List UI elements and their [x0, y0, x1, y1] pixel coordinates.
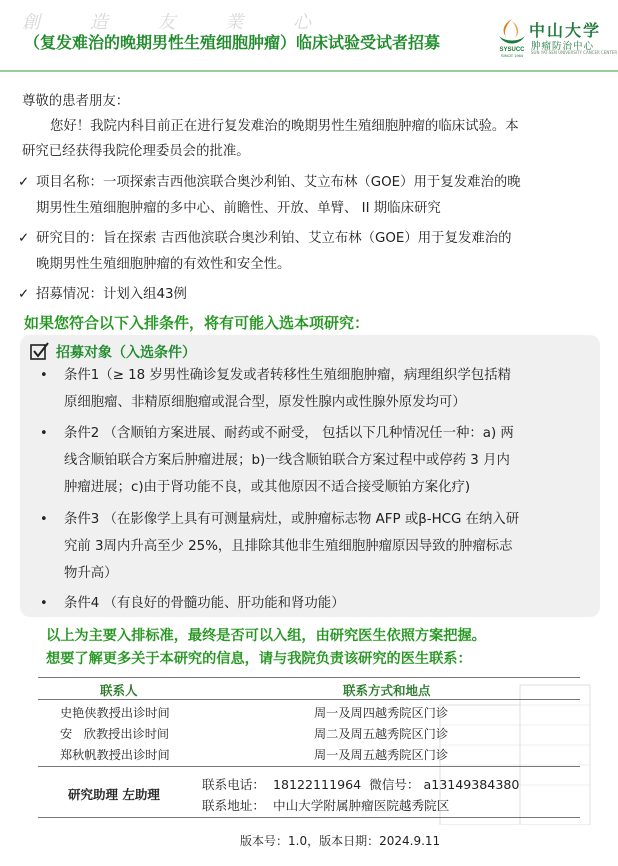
condition-3-line-3: 物升高） [64, 566, 118, 581]
project-name-line-2: 期男性生殖细胞肿瘤的多中心、前瞻性、开放、单臂、 II 期临床研究 [36, 201, 441, 216]
recruit-text: 招募情况：计划入组43例 [36, 287, 187, 302]
contact-method-header: 联系方式和地点 [343, 683, 431, 698]
panel-title [30, 342, 196, 362]
contact-address: 联系地址： 中山大学附属肿瘤医院越秀院区 [202, 798, 450, 813]
sysucc-logo-icon [493, 16, 531, 58]
bullet-icon: • [40, 426, 48, 441]
condition-1-line-2: 原细胞瘤、非精原细胞瘤或混合型，原发性腺内或性腺外原发均可） [64, 395, 466, 410]
condition-2-line-3: 肿瘤进展；c)由于肾功能不良，或其他原因不适合接受顺铂方案化疗) [64, 480, 471, 495]
condition-2-line-1: 条件2 （含顺铂方案进展、耐药或不耐受， 包括以下几种情况任一种：a) 两 [64, 426, 514, 441]
logo-mark-text: SYSUCC [499, 47, 525, 53]
purpose-text: 研究目的：旨在探索 吉西他滨联合奥沙利铂、艾立布林（GOE）用于复发难治的 [36, 231, 512, 246]
background-calligraphy: 創 造 友 業 心 [22, 12, 333, 33]
contact-person-header: 联系人 [100, 683, 138, 698]
research-assistant: 研究助理 左助理 [68, 787, 160, 802]
checkmark-icon: ✓ [18, 231, 30, 246]
logo-center-name: 肿瘤防治中心 [531, 41, 595, 52]
table-bottom-border [38, 817, 580, 818]
intro-line-2: 研究已经获得我院伦理委员会的批准。 [22, 144, 250, 159]
condition-3-line-2: 究前 3周内升高至少 25%，且排除其他非生殖细胞肿瘤原因导致的肿瘤标志 [64, 539, 513, 554]
condition-2-line-2: 线含顺铂联合方案后肿瘤进展；b)一线含顺铂联合方案过程中或停药 3 月内 [64, 453, 510, 468]
bullet-icon: • [40, 596, 48, 611]
checkmark-icon: ✓ [18, 287, 30, 302]
table-row-border [38, 766, 580, 767]
checkmark-icon: ✓ [18, 175, 30, 190]
table-row-person: 史艳侠教授出诊时间 [60, 706, 170, 720]
greeting: 尊敬的患者朋友： [22, 94, 130, 109]
project-name-line-1 [18, 171, 521, 195]
bullet-icon: • [40, 368, 48, 383]
eligibility-heading: 如果您符合以下入排条件，将有可能入选本项研究： [24, 314, 370, 332]
table-header-border [38, 699, 580, 700]
header [0, 0, 618, 66]
table-row-person: 郑秋帆教授出诊时间 [60, 748, 170, 762]
bullet-icon: • [40, 512, 48, 527]
recruit-status [18, 283, 187, 307]
table-row-place: 周一及周四越秀院区门诊 [314, 706, 449, 720]
purpose-line-2: 晚期男性生殖细胞肿瘤的有效性和安全性。 [36, 257, 291, 272]
condition-4-line-1: 条件4 （有良好的骨髓功能、肝功能和肾功能） [64, 596, 345, 611]
selection-note: 以上为主要入排标准，最终是否可以入组，由研究医生依照方案把握。 [46, 628, 486, 644]
intro-line-1: 您好！我院内科目前正在进行复发难治的晚期男性生殖细胞肿瘤的临床试验。本 [50, 119, 519, 134]
header-divider [0, 70, 618, 72]
contact-phone: 联系电话： 18122111964 微信号： a13149384380 [202, 777, 520, 792]
table-top-border [38, 677, 580, 678]
purpose-line-1 [18, 227, 512, 251]
logo-since-text: SINCE 1964 [500, 53, 524, 58]
table-row-place: 周一及周五越秀院区门诊 [314, 748, 449, 762]
hospital-logo [493, 16, 618, 58]
condition-1-line-1: 条件1（≥ 18 岁男性确诊复发或者转移性生殖细胞肿瘤，病理组织学包括精 [64, 368, 512, 383]
version-info: 版本号：1.0，版本日期：2024.9.11 [240, 834, 441, 848]
table-row-person: 安 欣教授出诊时间 [60, 727, 170, 741]
logo-university-name: 中山大学 [529, 21, 602, 40]
panel-title-text: 招募对象（入选条件） [56, 345, 196, 361]
contact-table [38, 677, 580, 822]
logo-english-name: SUN YAT-SEN UNIVERSITY CANCER CENTER [531, 50, 618, 55]
contact-prompt: 想要了解更多关于本研究的信息，请与我院负责该研究的医生联系： [46, 651, 472, 667]
page-title: （复发难治的晚期男性生殖细胞肿瘤）临床试验受试者招募 [24, 33, 441, 52]
checked-box-icon [30, 342, 50, 360]
table-row-place: 周二及周五越秀院区门诊 [314, 727, 449, 741]
project-name-text: 项目名称：一项探索吉西他滨联合奥沙利铂、艾立布林（GOE）用于复发难治的晚 [36, 175, 521, 190]
condition-3-line-1: 条件3 （在影像学上具有可测量病灶，或肿瘤标志物 AFP 或β-HCG 在纳入研 [64, 512, 520, 527]
